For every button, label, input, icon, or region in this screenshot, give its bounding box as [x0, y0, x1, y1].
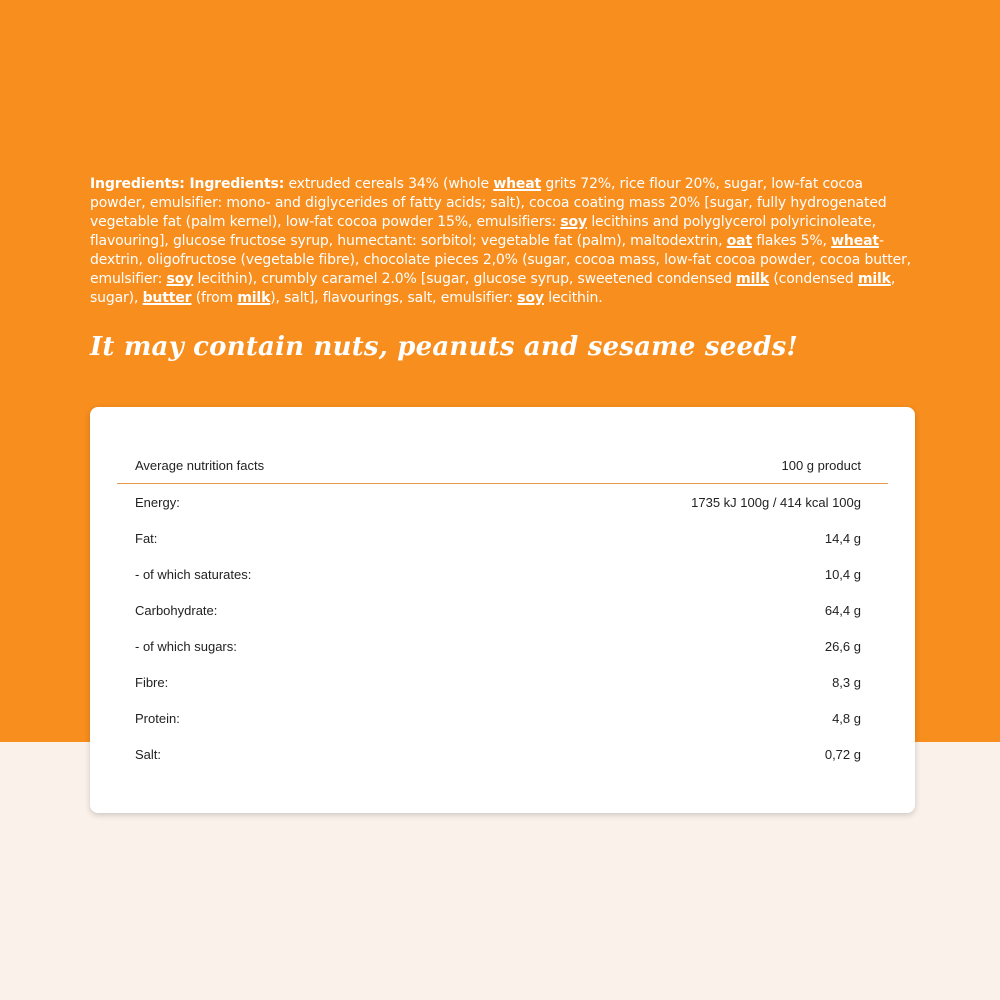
nutrition-value: 10,4 g [824, 566, 861, 582]
ingredients-segment: lecithins and polyglycerol polyricinoleate, flavouring], glucose fructose syrup, humectant: sorbitol; vegetable fat (palm), maltodextrin, [90, 214, 876, 249]
nutrition-row [117, 592, 888, 628]
allergen-term: wheat [831, 233, 879, 249]
nutrition-row [117, 700, 888, 736]
nutrition-value: 0,72 g [824, 746, 861, 762]
ingredients-segment: lecithin. [543, 290, 603, 306]
ingredients-segment: flakes 5%, [752, 233, 832, 249]
nutrition-label: Carbohydrate: [135, 602, 218, 618]
ingredients-segment: -dextrin, oligofructose (vegetable fibre), chocolate pieces 2,0% (sugar, cocoa mass, low-fat cocoa powder, cocoa butter, emulsifier: [90, 233, 911, 287]
nutrition-row [117, 484, 888, 520]
ingredients-text [90, 175, 916, 308]
nutrition-rows [117, 484, 888, 772]
nutrition-row [117, 736, 888, 772]
nutrition-header-label: Average nutrition facts [135, 457, 265, 473]
nutrition-label: Protein: [135, 710, 180, 726]
ingredients-prefix: Ingredients: [90, 176, 190, 192]
ingredients-segment: lecithin), crumbly caramel 2.0% [sugar, glucose syrup, sweetened condensed [193, 271, 737, 287]
nutrition-value: 64,4 g [824, 602, 861, 618]
nutrition-value: 8,3 g [832, 674, 861, 690]
nutrition-row [117, 556, 888, 592]
ingredients-segment: ), salt], flavourings, salt, emulsifier: [270, 290, 518, 306]
ingredients-body [90, 176, 911, 306]
ingredients-segment: (from [191, 290, 238, 306]
nutrition-value: 14,4 g [824, 530, 861, 546]
ingredients-segment: (condensed [769, 271, 858, 287]
nutrition-label: Salt: [135, 746, 162, 762]
allergen-term: soy [560, 214, 588, 230]
allergen-term: milk [237, 290, 271, 306]
nutrition-card [90, 407, 915, 813]
nutrition-label: - of which saturates: [135, 566, 252, 582]
nutrition-label: - of which sugars: [135, 638, 237, 654]
allergen-warning: It may contain nuts, peanuts and sesame seeds! [90, 332, 799, 362]
nutrition-table [117, 447, 888, 772]
nutrition-label: Energy: [135, 494, 180, 510]
allergen-term: soy [166, 271, 194, 287]
nutrition-header-row [117, 447, 888, 484]
nutrition-label: Fat: [135, 530, 158, 546]
allergen-term: milk [736, 271, 770, 287]
nutrition-label: Fibre: [135, 674, 169, 690]
ingredients-segment: , sugar), [90, 271, 896, 306]
nutrition-row [117, 628, 888, 664]
ingredients-heading: Ingredients: [189, 176, 285, 192]
allergen-term: soy [517, 290, 544, 306]
nutrition-value: 4,8 g [832, 710, 861, 726]
nutrition-header-value: 100 g product [781, 457, 861, 473]
allergen-term: oat [726, 233, 753, 249]
nutrition-value: 26,6 g [824, 638, 861, 654]
ingredients-segment: grits 72%, rice flour 20%, sugar, low-fat cocoa powder, emulsifier: mono- and diglycerides of fatty acids; salt), cocoa coating mass 20% [sugar, fully hydrogenated vegetable fat (palm kernel), low-fat cocoa powder 15%, emulsifiers: [90, 176, 887, 230]
allergen-term: milk [857, 271, 891, 287]
allergen-term: butter [142, 290, 192, 306]
ingredients-segment: extruded cereals 34% (whole [284, 176, 494, 192]
nutrition-row [117, 664, 888, 700]
allergen-term: wheat [493, 176, 542, 192]
nutrition-row [117, 520, 888, 556]
nutrition-value: 1735 kJ 100g / 414 kcal 100g [691, 494, 861, 510]
